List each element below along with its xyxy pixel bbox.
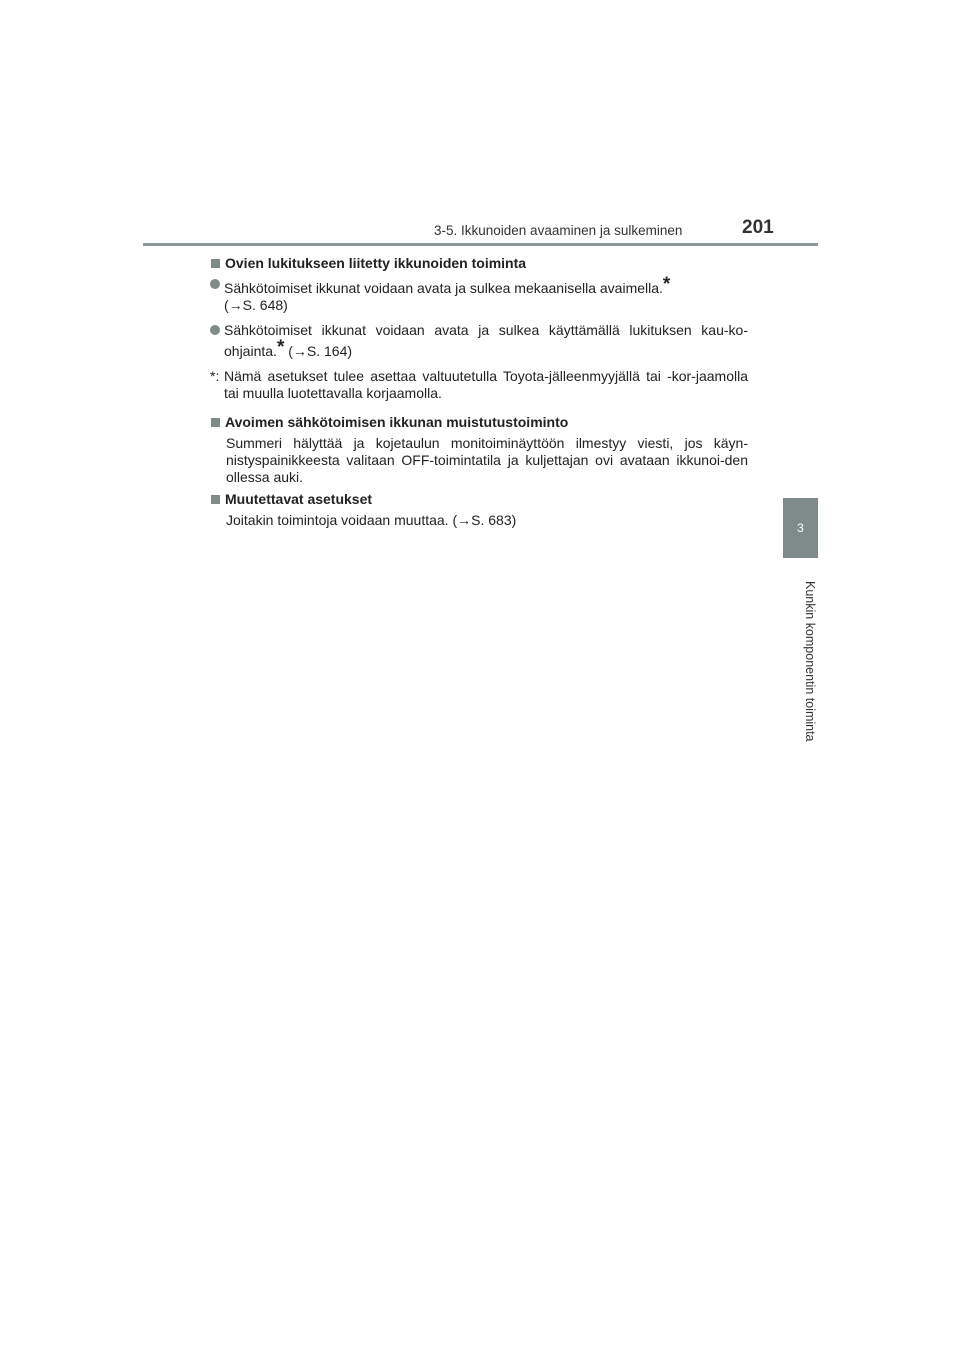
section-heading [210, 414, 748, 431]
footnote [210, 368, 748, 402]
square-bullet-icon [211, 259, 220, 268]
asterisk-mark: * [276, 337, 285, 358]
footnote-mark: *: [210, 368, 220, 384]
list-item-text [224, 322, 748, 360]
section-heading [210, 255, 748, 272]
page-number: 201 [742, 217, 774, 238]
square-bullet-icon [211, 418, 220, 427]
list-item-text [224, 276, 748, 314]
round-bullet-icon [210, 325, 220, 335]
list-item-body: Sähkötoimiset ikkunat voidaan avata ja sulkea mekaanisella avaimella. [224, 280, 663, 296]
page-reference-link[interactable]: (→S. 164) [288, 343, 353, 359]
chapter-tab-number: 3 [797, 521, 804, 535]
chapter-tab-label: Kunkin komponentin toiminta [803, 580, 817, 742]
page-content [210, 255, 748, 534]
section-open-window-reminder [210, 414, 748, 486]
section-heading-text: Ovien lukitukseen liitetty ikkunoiden toiminta [225, 255, 527, 271]
asterisk-mark: * [662, 274, 671, 295]
section-heading-text: Avoimen sähkötoimisen ikkunan muistutustoiminto [225, 414, 569, 430]
footnote-text: Nämä asetukset tulee asettaa valtuutetulla Toyota-jälleenmyyjällä tai -kor-jaamolla tai muulla luotettavalla korjaamolla. [224, 368, 748, 401]
list-item [210, 276, 748, 314]
section-heading-text: Muutettavat asetukset [225, 491, 373, 507]
section-customizable-settings [210, 491, 748, 529]
square-bullet-icon [211, 495, 220, 504]
chapter-section-title: 3-5. Ikkunoiden avaaminen ja sulkeminen [434, 223, 683, 238]
section-body-text: Summeri hälyttää ja kojetaulun monitoiminäyttöön ilmestyy viesti, jos käyn-nistyspainikkeesta valitaan OFF-toimintatila ja kuljettajan ovi avataan ikkunoi-den ollessa auki. [226, 435, 748, 485]
section-heading [210, 491, 748, 508]
header-divider [143, 243, 818, 246]
section-door-lock-windows [210, 255, 748, 402]
page-reference-link[interactable]: (→S. 648) [224, 297, 288, 313]
round-bullet-icon [210, 279, 220, 289]
chapter-tab[interactable] [783, 498, 818, 558]
section-body-text: Joitakin toimintoja voidaan muuttaa. (→S. 683) [226, 512, 517, 528]
list-item [210, 322, 748, 360]
list-item-body: Sähkötoimiset ikkunat voidaan avata ja sulkea käyttämällä lukituksen kau-ko-ohjainta. [224, 322, 748, 359]
